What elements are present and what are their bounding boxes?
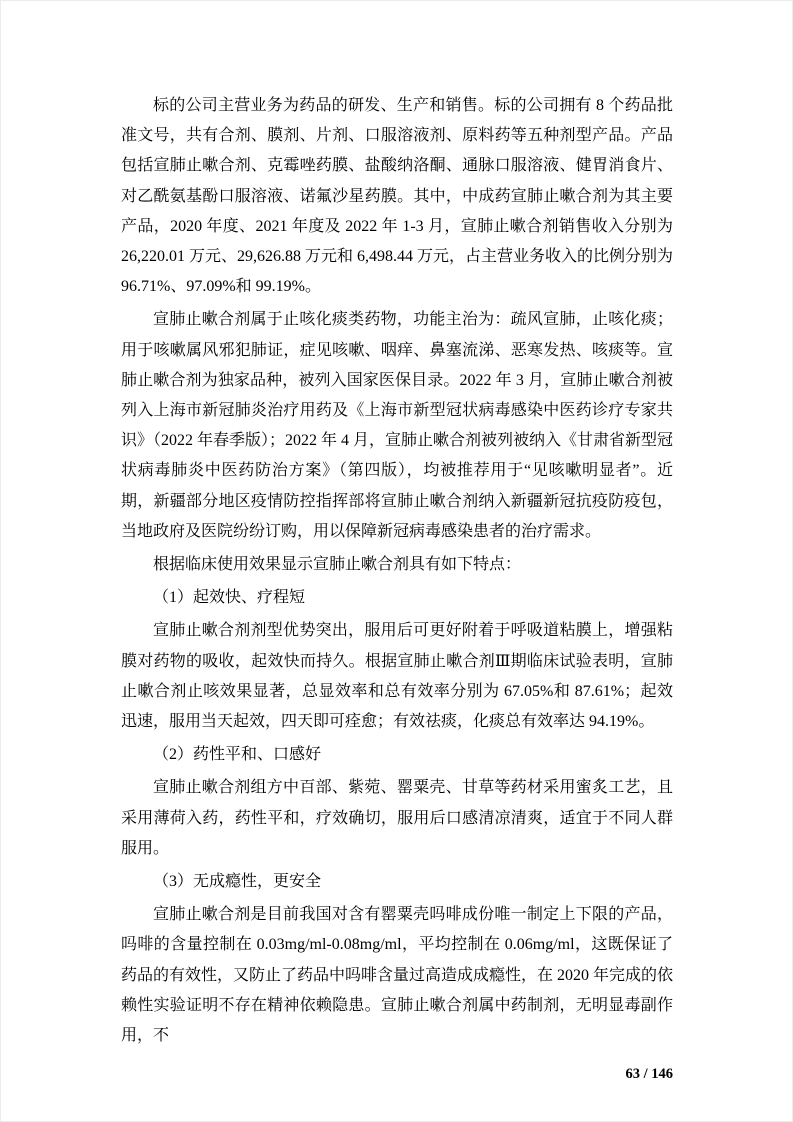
document-content (1, 1, 792, 1083)
paragraph-feature-1-heading: （1）起效快、疗程短 (153, 589, 306, 607)
paragraph-feature-3-heading: （3）无成瘾性，更安全 (153, 873, 322, 891)
paragraph-feature-3-detail: 宣肺止嗽合剂是目前我国对含有罂粟壳吗啡成份唯一制定上下限的产品，吗啡的含量控制在 0.03mg/ml-0.08mg/ml，平均控制在 0.06mg/ml，这既保证了药品的有效性，又防止了药品中吗啡含量过高造成成瘾性，在 2020 年完成的依赖性实验证明不存在精神依赖隐患。宣肺止嗽合剂属中药制剂，无明显毒副作用，不 (121, 906, 674, 1045)
paragraph-product-function: 宣肺止嗽合剂属于止咳化痰类药物，功能主治为：疏风宣肺，止咳化痰；用于咳嗽属风邪犯肺证，症见咳嗽、咽痒、鼻塞流涕、恶寒发热、咳痰等。宣肺止嗽合剂为独家品种，被列入国家医保目录。2022 年 3 月，宣肺止嗽合剂被列入上海市新冠肺炎治疗用药及《上海市新型冠状病毒感染中医药诊疗专家共识》（2022 年春季版）；2022 年 4 月，宣肺止嗽合剂被列被纳入《甘肃省新型冠状病毒肺炎中医药防治方案》（第四版），均被推荐用于“见咳嗽明显者”。近期，新疆部分地区疫情防控指挥部将宣肺止嗽合剂纳入新疆新冠抗疫防疫包，当地政府及医院纷纷订购，用以保障新冠病毒感染患者的治疗需求。 (121, 311, 674, 540)
paragraph-features-intro: 根据临床使用效果显示宣肺止嗽合剂具有如下特点： (153, 556, 522, 574)
paragraph-feature-1-detail: 宣肺止嗽合剂剂型优势突出，服用后可更好附着于呼吸道粘膜上，增强粘膜对药物的吸收，起效快而持久。根据宣肺止嗽合剂Ⅲ期临床试验表明，宣肺止嗽合剂止咳效果显著，总显效率和总有效率分别为 67.05%和 87.61%；起效迅速，服用当天起效，四天即可痊愈；有效祛痰，化痰总有效率达 94.19%。 (121, 622, 673, 731)
page-number: 63 / 146 (625, 1066, 673, 1083)
paragraph-feature-2-heading: （2）药性平和、口感好 (153, 746, 322, 764)
paragraph-feature-2-detail: 宣肺止嗽合剂组方中百部、紫菀、罂粟壳、甘草等药材采用蜜炙工艺，且采用薄荷入药，药性平和，疗效确切，服用后口感清凉清爽，适宜于不同人群服用。 (121, 779, 673, 857)
paragraph-business-overview: 标的公司主营业务为药品的研发、生产和销售。标的公司拥有 8 个药品批准文号，共有合剂、膜剂、片剂、口服溶液剂、原料药等五种剂型产品。产品包括宣肺止嗽合剂、克霉唑药膜、盐酸纳洛酮、通脉口服溶液、健胃消食片、对乙酰氨基酚口服溶液、诺氟沙星药膜。其中，中成药宣肺止嗽合剂为其主要产品，2020 年度、2021 年度及 2022 年 1-3 月，宣肺止嗽合剂销售收入分别为 26,220.01 万元、29,626.88 万元和 6,498.44 万元，占主营业务收入的比例分别为 96.71%、97.09%和 99.19%。 (121, 97, 674, 296)
